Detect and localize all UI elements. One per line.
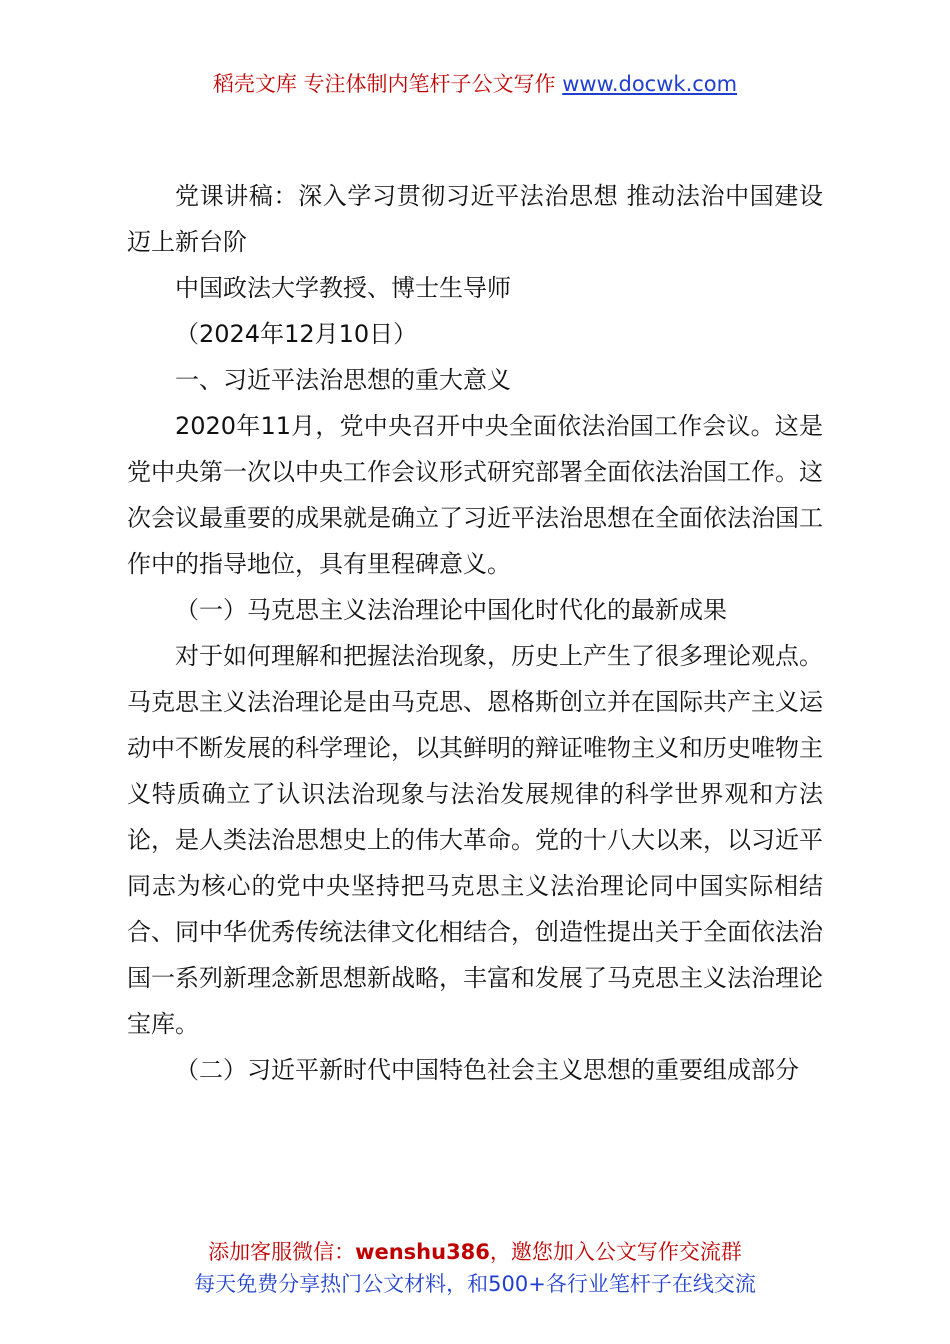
paragraph: 对于如何理解和把握法治现象，历史上产生了很多理论观点。马克思主义法治理论是由马克思、恩格斯创立并在国际共产主义运动中不断发展的科学理论，以其鲜明的辩证唯物主义和历史唯物主义特质确立了认识法治现象与法治发展规律的科学世界观和方法论，是人类法治思想史上的伟大革命。党的十八大以来，以习近平同志为核心的党中央坚持把马克思主义法治理论同中国实际相结合、同中华优秀传统法律文化相结合，创造性提出关于全面依法治国一系列新理念新思想新战略，丰富和发展了马克思主义法治理论宝库。 xyxy=(127,642,823,1038)
document-body xyxy=(127,173,823,1093)
section-heading: 一、习近平法治思想的重大意义 xyxy=(175,366,511,394)
wechat-prefix: 添加客服微信： xyxy=(208,1240,356,1264)
subsection-heading: （二）习近平新时代中国特色社会主义思想的重要组成部分 xyxy=(175,1056,799,1084)
site-url-link[interactable]: www.docwk.com xyxy=(562,72,738,96)
site-footer xyxy=(0,1236,950,1300)
document-title: 党课讲稿：深入学习贯彻习近平法治思想 推动法治中国建设迈上新台阶 xyxy=(127,182,823,256)
promo-line: 每天免费分享热门公文材料，和500+各行业笔杆子在线交流 xyxy=(194,1272,756,1296)
wechat-id: wenshu386 xyxy=(355,1240,490,1264)
subsection-heading: （一）马克思主义法治理论中国化时代化的最新成果 xyxy=(175,596,727,624)
paragraph: 2020年11月，党中央召开中央全面依法治国工作会议。这是党中央第一次以中央工作会议形式研究部署全面依法治国工作。这次会议最重要的成果就是确立了习近平法治思想在全面依法治国工作中的指导地位，具有里程碑意义。 xyxy=(127,412,823,578)
document-author: 中国政法大学教授、博士生导师 xyxy=(175,274,511,302)
document-date: （2024年12月10日） xyxy=(175,320,418,348)
wechat-line xyxy=(0,1236,950,1268)
wechat-suffix: ，邀您加入公文写作交流群 xyxy=(489,1240,742,1264)
site-header xyxy=(0,66,950,102)
site-name: 稻壳文库 专注体制内笔杆子公文写作 xyxy=(212,72,563,96)
